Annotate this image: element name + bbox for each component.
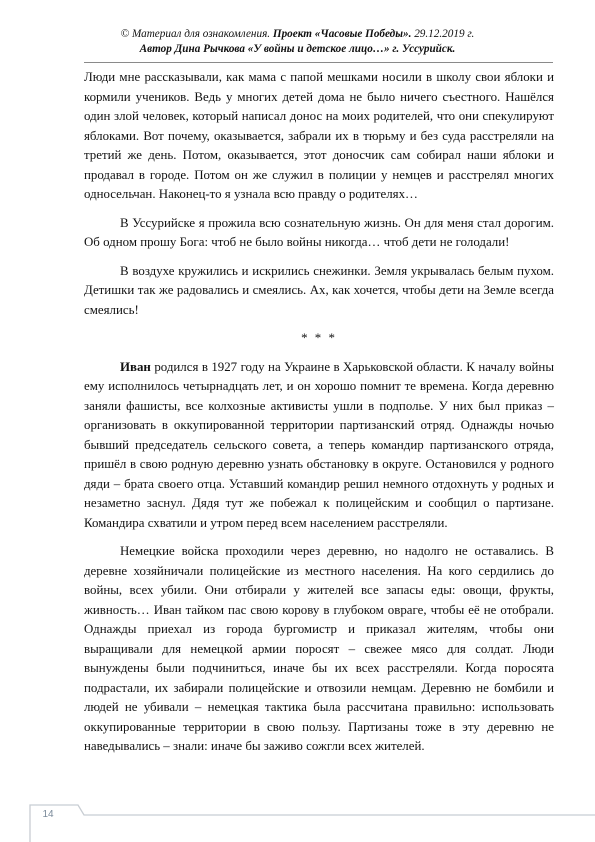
ivan-name: Иван — [120, 359, 151, 374]
header-date: 29.12.2019 г. — [411, 28, 475, 40]
paragraph-german-troops: Немецкие войска проходили через деревню, но надолго не оставались. В деревне хозяйничали полицейские из местного населения. На кого сердились до войны, всех убили. Они отбирали у жителей все запасы еды: овощи, фрукты, живность… Иван тайком пас свою корову в глубоком овраге, чтобы её не отобрали. Однажды приехал из города бургомистр и приказал жителям, чтобы они выращивали для немецкой армии поросят – свежее мясо для солдат. Люди вынуждены были подчиниться, иначе бы их всех расстреляли. Когда поросята подрастали, их забирали полицейские и отвозили немцам. Деревню не бомбили и людей не убивали – немецкая тактика была рассчитана правильно: использовать оккупированные территории в свою пользу. Партизаны тоже в эту деревню не наведывались – знали: иначе бы заживо сожгли всех жителей. — [84, 544, 554, 753]
footer-frame-line — [30, 805, 595, 842]
paragraph-ussuriysk: В Уссурийске я прожила всю сознательную жизнь. Он для меня стал дорогим. Об одном прошу Бога: чтоб не было войны никогда… чтоб дети не голодали! — [84, 215, 554, 249]
paragraph-ivan-intro — [84, 358, 554, 534]
page-header — [40, 27, 555, 56]
page-body — [84, 68, 554, 757]
page-number: 14 — [42, 809, 54, 820]
ivan-intro-text: родился в 1927 году на Украине в Харьковской области. К началу войны ему исполнилось четырнадцать лет, и он хорошо помнит те времена. Когда деревню заняли фашисты, все колхозные активисты ушли в подполье. У них был приказ – организовать в оккупированной территории партизанский отряд. Однажды ночью бывший председатель сельского совета, а теперь командир партизанского отряда, пришёл в свою родную деревню узнать обстановку в округе. Остановился у родного дяди – брата своего отца. Уставший командир решил немного отдохнуть у родных и незаметно заснул. Дядя тут же побежал к полицейским и сообщил о партизане. Командира схватили и утром перед всем населением расстреляли. — [84, 359, 554, 530]
header-copyright: © Материал для ознакомления. — [120, 28, 273, 40]
header-author-line: Автор Дина Рычкова «У войны и детское лицо…» г. Уссурийск. — [139, 42, 456, 55]
paragraph-parents-truth: Люди мне рассказывали, как мама с папой мешками носили в школу свои яблоки и кормили учеников. Ведь у многих детей дома не было ничего съестного. Нашёлся один злой человек, который написал донос на моих родителей, что они спекулируют яблоками. Вот почему, оказывается, забрали их в тюрьму и без суда расстреляли на третий же день. Потом, оказывается, этот доносчик сам собирал наши яблоки и продавал в городе. Потом он же служил в полиции у немцев и расстрелял многих односельчан. Наконец-то я узнала всю правду о родителях… — [84, 70, 554, 201]
header-divider — [84, 62, 553, 63]
paragraph-snowflakes: В воздухе кружились и искрились снежинки. Земля укрывалась белым пухом. Детишки так же радовались и смеялись. Ах, как хочется, чтобы дети на Земле всегда смеялись! — [84, 263, 554, 317]
header-project-title: Проект «Часовые Победы». — [272, 28, 412, 40]
footer-frame — [0, 803, 595, 842]
header-line-1 — [40, 27, 555, 42]
section-separator: * * * — [301, 331, 337, 345]
